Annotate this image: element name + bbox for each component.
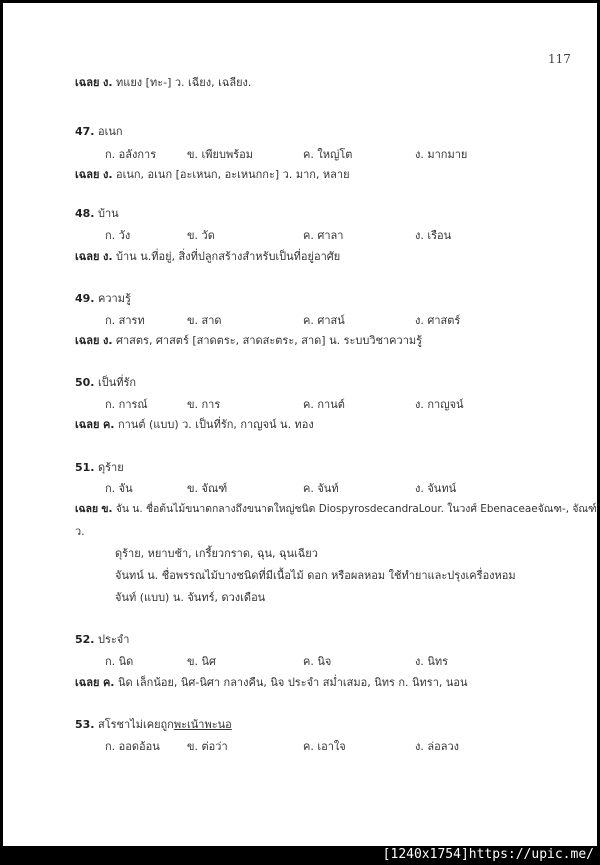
footer-watermark: [1240x1754]https://upic.me/ bbox=[382, 847, 594, 862]
answer-line-52: เฉลย ค. นิด เล็กน้อย, นิศ-นิศา กลางคืน, นิจ ประจำ สม่ำเสมอ, นิทร ก. นิทรา, นอน bbox=[75, 676, 468, 689]
option-c: ค. กานต์ bbox=[303, 398, 345, 411]
question-47: 47. อเนก bbox=[75, 125, 123, 138]
detail-line: ดุร้าย, หยาบช้า, เกรี้ยวกราด, ฉุน, ฉุนเฉียว bbox=[115, 547, 318, 560]
option-b: ข. เพียบพร้อม bbox=[187, 148, 253, 161]
option-c: ค. ใหญ่โต bbox=[303, 148, 353, 161]
answer-line-46: เฉลย ง. ทแยง [ทะ-] ว. เฉียง, เฉลียง. bbox=[75, 76, 252, 89]
option-c: ค. เอาใจ bbox=[303, 740, 346, 753]
option-b: ข. ต่อว่า bbox=[187, 740, 228, 753]
option-d: ง. เรือน bbox=[415, 229, 452, 242]
option-d: ง. กาญจน์ bbox=[415, 398, 464, 411]
option-d: ง. จันทน์ bbox=[415, 482, 457, 495]
option-c: ค. ศาสน์ bbox=[303, 314, 345, 327]
question-51: 51. ดุร้าย bbox=[75, 461, 124, 474]
detail-line: จันท์ (แบบ) น. จันทร์, ดวงเดือน bbox=[115, 591, 266, 604]
option-b: ข. วัด bbox=[187, 229, 215, 242]
answer-line-48: เฉลย ง. บ้าน น.ที่อยู่, สิ่งที่ปลูกสร้างสำหรับเป็นที่อยู่อาศัย bbox=[75, 250, 341, 263]
question-48: 48. บ้าน bbox=[75, 207, 119, 220]
document-page bbox=[3, 3, 597, 846]
option-a: ก. การณ์ bbox=[105, 398, 148, 411]
option-a: ก. สารท bbox=[105, 314, 145, 327]
option-c: ค. ศาลา bbox=[303, 229, 344, 242]
option-a: ก. วัง bbox=[105, 229, 131, 242]
option-d: ง. มากมาย bbox=[415, 148, 468, 161]
option-a: ก. ออดอ้อน bbox=[105, 740, 160, 753]
image-footer-bar bbox=[0, 846, 600, 865]
option-d: ง. ล่อลวง bbox=[415, 740, 459, 753]
detail-line: จันทน์ น. ชื่อพรรณไม้บางชนิดที่มีเนื้อไม้ ดอก หรือผลหอม ใช้ทำยาและปรุงเครื่องหอม bbox=[115, 569, 516, 582]
question-53: 53. สโรชาไม่เคยถูกพะเน้าพะนอ bbox=[75, 718, 232, 731]
option-c: ค. จันท์ bbox=[303, 482, 339, 495]
underlined-word: พะเน้าพะนอ bbox=[173, 718, 232, 731]
question-49: 49. ความรู้ bbox=[75, 292, 131, 305]
option-a: ก. จัน bbox=[105, 482, 133, 495]
option-b: ข. สาด bbox=[187, 314, 222, 327]
option-a: ก. นิด bbox=[105, 655, 134, 668]
question-52: 52. ประจำ bbox=[75, 633, 130, 646]
answer-line-50: เฉลย ค. กานต์ (แบบ) ว. เป็นที่รัก, กาญจน์ น. ทอง bbox=[75, 418, 314, 431]
option-a: ก. อลังการ bbox=[105, 148, 157, 161]
page-number: 117 bbox=[548, 52, 571, 66]
option-b: ข. การ bbox=[187, 398, 221, 411]
option-d: ง. นิทร bbox=[415, 655, 449, 668]
option-c: ค. นิจ bbox=[303, 655, 332, 668]
answer-line-49: เฉลย ง. ศาสตร, ศาสตร์ [สาดตระ, สาดสะตระ, สาด] น. ระบบวิชาความรู้ bbox=[75, 334, 423, 347]
option-b: ข. จัณฑ์ bbox=[187, 482, 228, 495]
answer-line-51-cont: ว. bbox=[75, 525, 85, 538]
option-d: ง. ศาสตร์ bbox=[415, 314, 461, 327]
option-b: ข. นิศ bbox=[187, 655, 217, 668]
answer-line-47: เฉลย ง. อเนก, อเนก [อะเหนก, อะเหนกกะ] ว. มาก, หลาย bbox=[75, 168, 350, 181]
question-50: 50. เป็นที่รัก bbox=[75, 376, 137, 389]
answer-line-51: เฉลย ข. จัน น. ชื่อต้นไม้ขนาดกลางถึงขนาดใหญ่ชนิด DiospyrosdecandraLour. ในวงศ์ Ebenaceaeจัณฑ-, จัณฑ์ bbox=[75, 503, 597, 515]
